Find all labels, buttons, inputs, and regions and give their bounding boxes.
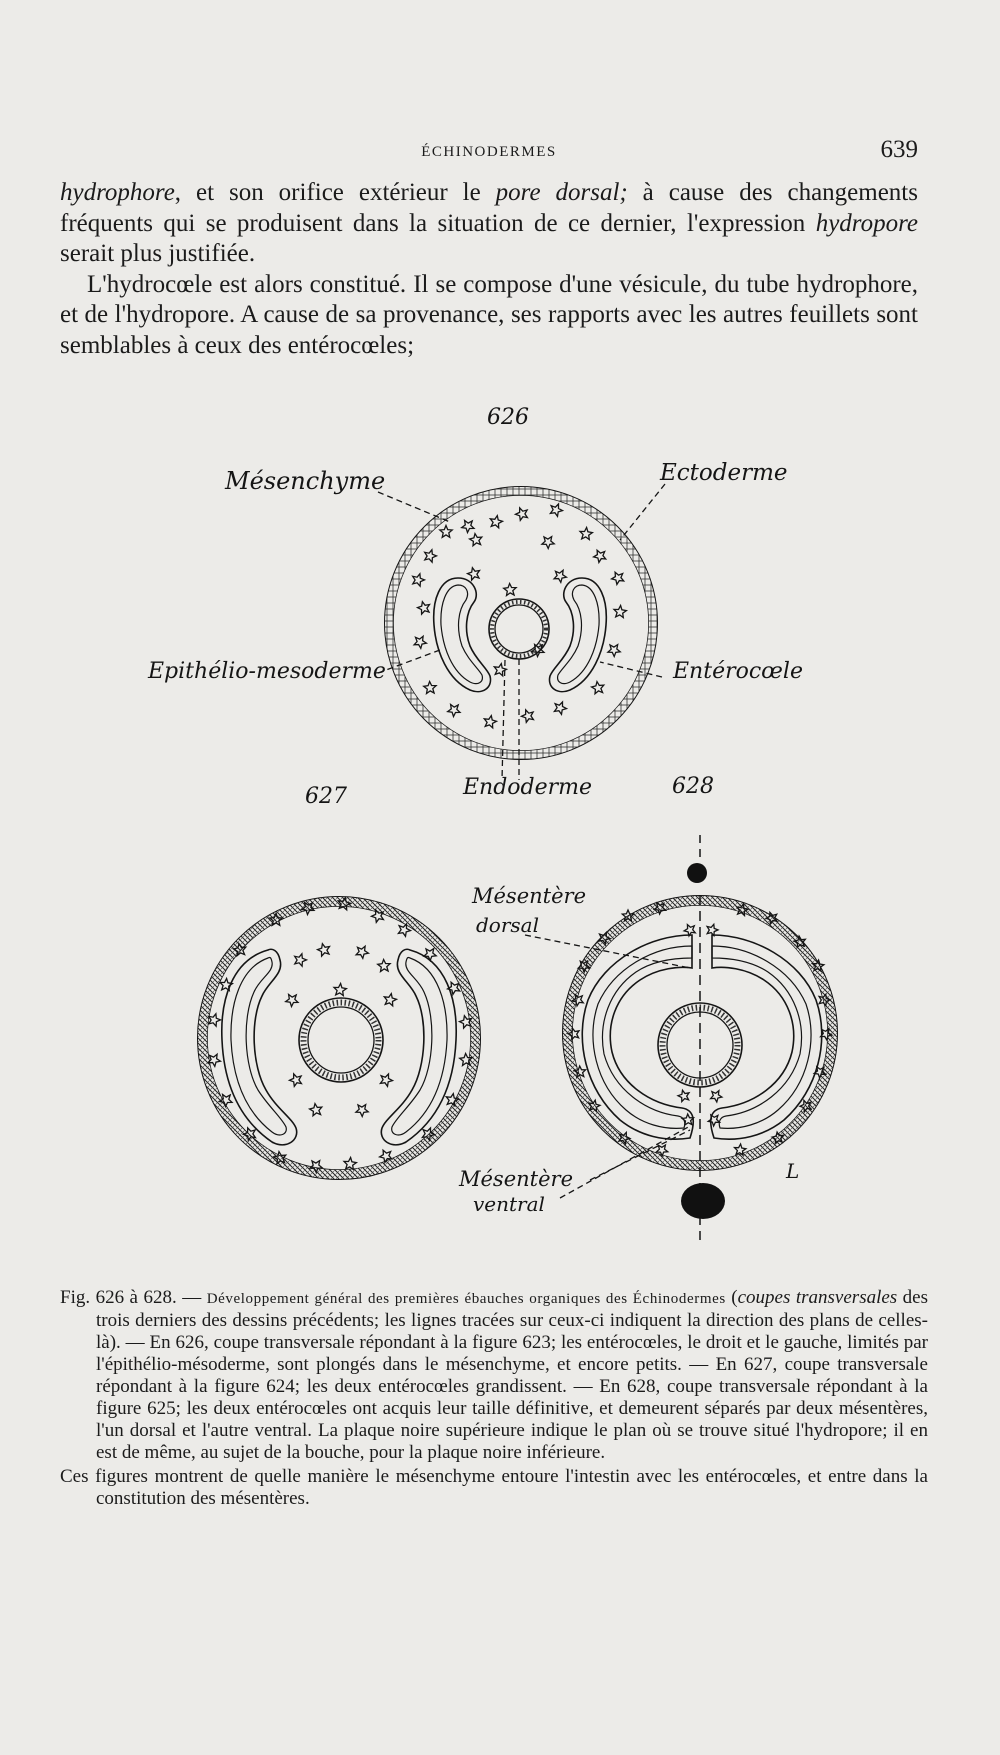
mesenchyme-cell [468,568,480,580]
mesenchyme-cell [554,702,566,714]
mesenchyme-cell [516,508,528,520]
mesenchyme-cell [290,1074,302,1086]
paragraph-1 [60,178,918,270]
mesenchyme-cell [220,979,232,991]
mesenchyme-cell [380,1074,392,1086]
mesenchyme-cell [413,574,425,586]
diagram-626 [378,484,665,780]
upper-black-plate [687,863,707,883]
mesenchyme-cell [448,705,460,717]
mesenchyme-cell [424,682,436,694]
mesenchyme-cell [418,602,430,614]
caption-paragraph-2: Ces figures montrent de quelle manière le mésenchyme entoure l'intestin avec les entérocœles, et entre dans la constitution des mésentères. [60,1466,928,1509]
page-header [60,136,918,172]
mesenchyme-cell [684,925,695,936]
mesenchyme-cell [490,516,502,528]
caption-paren: ( [725,1287,738,1308]
label-mesentere-ventral-2: ventral [473,1192,545,1216]
label-epithelio-mesoderme: Epithélio-mesoderme [148,659,386,684]
mesenchyme-cell [424,949,436,961]
mesenchyme-cell [550,504,562,516]
mesenchyme-cell [484,716,496,728]
term-hydropore: hydropore [815,209,918,237]
figure-drawing [0,400,1000,1250]
caption-paragraph-1 [60,1287,928,1464]
label-endoderme: Endoderme [463,775,593,800]
mesenchyme-cell [318,944,330,956]
lower-black-plate [681,1183,725,1219]
mesenchyme-cell [440,526,452,538]
mesenchyme-cell [612,572,624,584]
fig-number-628: 628 [672,774,714,799]
mesenchyme-cell [707,924,718,935]
mesenchyme-cell [580,528,592,540]
mesenchyme-cell [462,521,474,533]
figure-labels [147,405,803,1216]
mesenchyme-cell [594,550,606,562]
label-mesentere-ventral-1: Mésentère [459,1167,573,1191]
mesenchyme-cell [504,584,516,596]
term-hydrophore: hydrophore [60,179,175,206]
mesenchyme-cell [425,550,437,562]
caption-italic: coupes transversales [737,1287,898,1308]
page-number: 639 [880,136,918,163]
paragraph-1-text-c: serait plus justifiée. [60,240,256,267]
caption-lead: Fig. 626 à 628. — [60,1287,207,1308]
figure-caption [60,1287,928,1510]
mesenchyme-cell [414,636,426,648]
mesenchyme-cell [334,984,346,996]
fig-number-627: 627 [305,784,347,809]
label-enterocoele: Entérocœle [673,659,803,684]
mesenchyme-cell [295,954,307,966]
paragraph-2: L'hydrocœle est alors constitué. Il se compose d'une vésicule, du tube hydrophore, et de l'hydropore. A cause de sa provenance, ses rapports avec les autres feuillets sont semblables à ceux des entérocœles; [60,270,918,359]
mesenchyme-cell [344,1158,356,1170]
term-pore-dorsal: pore dorsal; [495,179,628,206]
mesenchyme-cell [711,1091,722,1102]
body-text [60,178,918,361]
caption-title: Développement général des premières ébauches organiques des Échinodermes [206,1291,726,1307]
mesenchyme-cell [378,960,390,972]
mesenchyme-cell [542,537,554,549]
mesenchyme-cell [608,645,620,657]
label-mesentere-dorsal-1: Mésentère [472,884,586,908]
figure-626-628 [0,400,1000,1250]
mesenchyme-cell [356,946,368,958]
mesenchyme-cell [614,606,626,618]
mesenchyme-cell [678,1090,689,1101]
label-mesenchyme: Mésenchyme [225,467,386,495]
mesenchyme-cell [372,910,384,922]
mesenchyme-cell [554,570,566,582]
mesenchyme-cell [356,1105,368,1117]
fig-number-626: 626 [487,405,529,430]
mesenchyme-cell [286,995,298,1007]
mesenchyme-cell [310,1104,322,1116]
paragraph-1-text-b: à cause des changements fréquents qui se produisent dans la situation de ce dernier, l'expression [60,179,918,237]
mesenchyme-cell [384,994,396,1006]
diagram-627 [198,897,480,1179]
label-letter-l: L [786,1159,800,1183]
caption-rest: des trois derniers des dessins précédents; les lignes tracées sur ceux-ci indiquent la direction des plans de celles-là). — En 626, coupe transversale répondant à la figure 623; les entérocœles, le droit et le gauche, limités par l'épithélio-mésoderme, sont plongés dans le mésenchyme, et encore petits. — En 627, coupe transversale répondant à la figure 624; les deux entérocœles grandissent. — En 628, coupe transversale répondant à la figure 625; les deux entérocœles ont acquis leur taille définitive, et demeurent séparés par deux mésentères, l'un dorsal et l'autre ventral. La plaque noire supérieure indique le plan où se trouve situé l'hydropore; il en est de même, au sujet de la bouche, pour la plaque noire inférieure. [96,1287,929,1463]
mesenchyme-cell [470,534,482,546]
mesenchyme-cell [592,682,604,694]
mesenchyme-cell [708,1115,719,1126]
mesenchyme-cell [209,1014,221,1026]
paragraph-1-text-a: , et son orifice extérieur le [174,179,496,206]
running-head: ÉCHINODERMES [421,144,557,160]
mesenchyme-cell [522,710,534,722]
mesenchyme-cell [448,982,460,994]
label-ectoderme: Ectoderme [660,460,788,486]
label-mesentere-dorsal-2: dorsal [476,913,539,937]
